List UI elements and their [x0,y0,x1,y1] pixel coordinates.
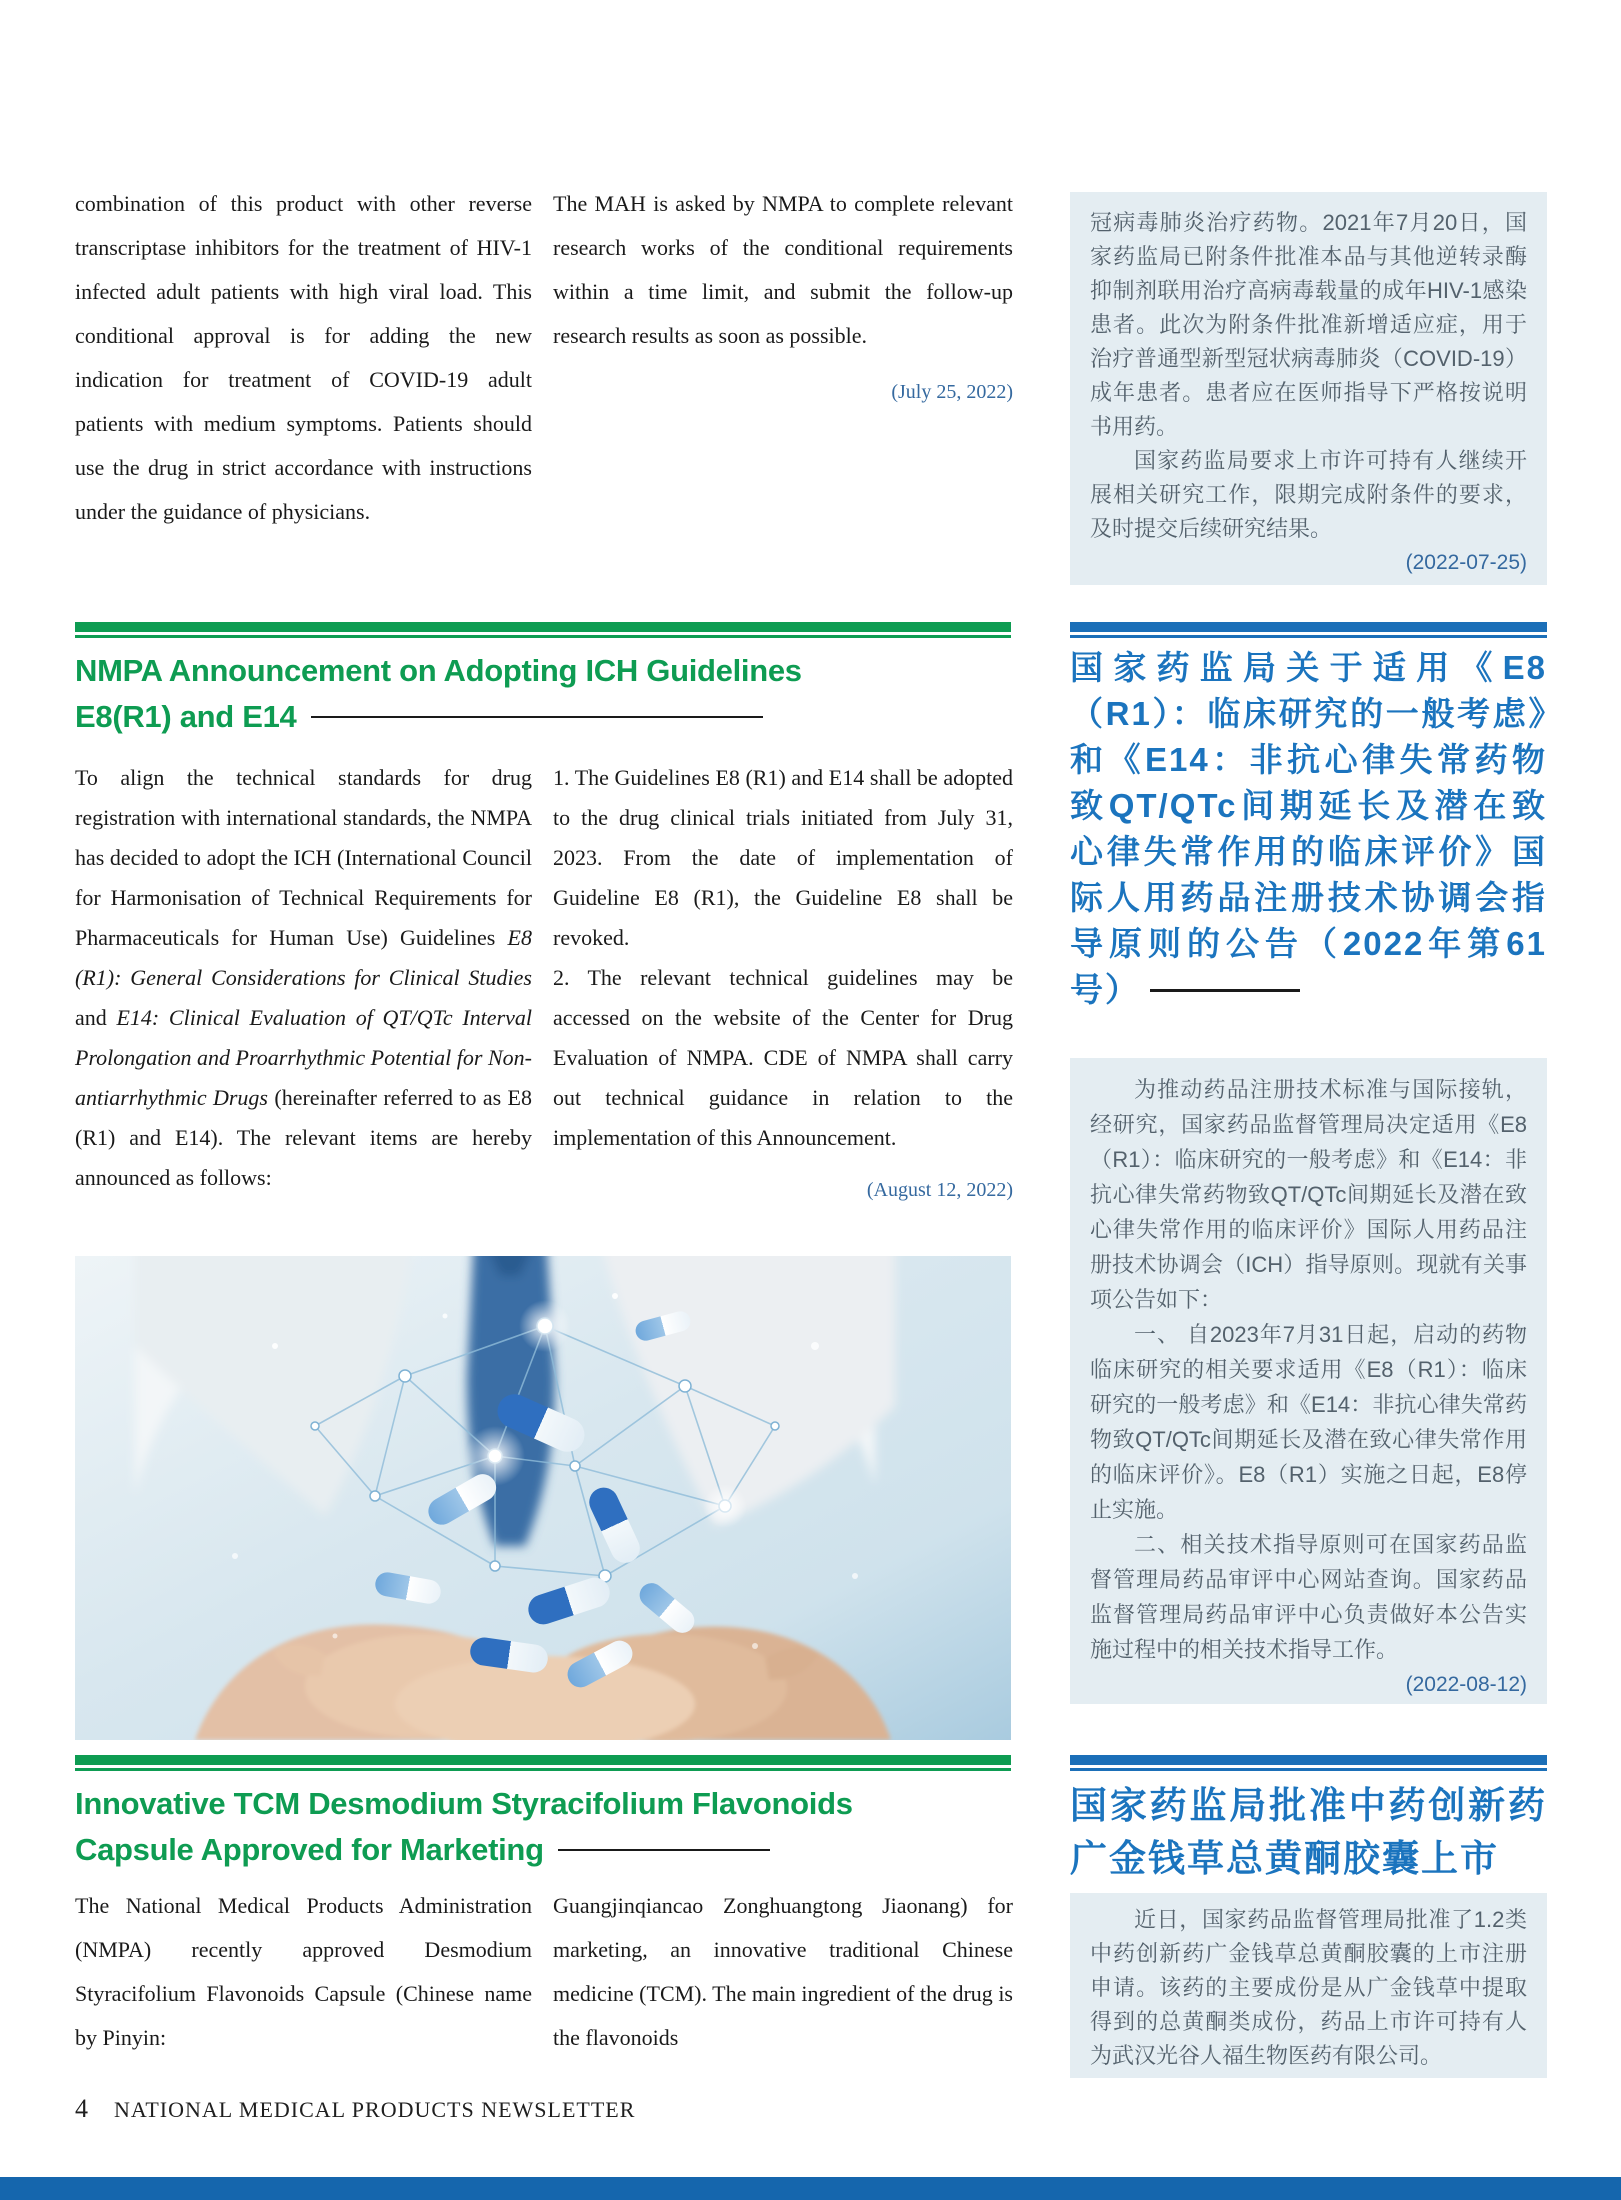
paragraph: Guangjinqiancao Zonghuangtong Jiaonang) for marketing, an innovative traditional Chinese medicine (TCM). The main ingredient of the drug is the flavonoids [553,1893,1013,2050]
footer-bar [0,2177,1621,2200]
tcm-chinese-box [1070,1893,1547,2078]
green-section-divider [75,622,1011,638]
cn-heading-text: 国家药监局关于适用《E8（R1）：临床研究的一般考虑》和《E14：非抗心律失常药物致QT/QTc间期延长及潜在致心律失常作用的临床评价》国际人用药品注册技术协调会指导原则的公告（2022年第61号） [1070,649,1547,1008]
ich-chinese-box [1070,1058,1547,1704]
article-date: (July 25, 2022) [891,381,1013,403]
tcm-chinese-heading [1070,1779,1547,1885]
ich-article-column-1 [75,758,532,1198]
top-article-column-2 [553,182,1013,414]
cn-date: (2022-07-25) [1405,551,1527,574]
tcm-section-heading [75,1781,1011,1873]
cn-paragraph: 一、 自2023年7月31日起，启动的药物临床研究的相关要求适用《E8（R1）：临床研究的一般考虑》和《E14：非抗心律失常药物致QT/QTc间期延长及潜在致心律失常作用的临床评价》。E8（R1）实施之日起，E8停止实施。 [1090,1322,1527,1522]
paragraph [75,758,532,1198]
tcm-article-column-1 [75,1884,532,2060]
heading-rule [1150,989,1300,992]
top-article-column-1 [75,182,532,534]
text-run: To align the technical standards for drug registration with international standards, the NMPA has decided to adopt the ICH (International Council for Harmonisation of Technical Requirements for Pharmaceuticals for Human Use) Guidelines [75,765,532,950]
text-run: (hereinafter referred to as E8 (R1) and E14). The relevant items are hereby announced as follows: [75,1085,532,1190]
heading-rule [311,716,763,718]
heading-line-2: Capsule Approved for Marketing [75,1832,544,1867]
tcm-article-column-2 [553,1884,1013,2060]
blue-section-divider [1070,1755,1547,1771]
cn-paragraph: 近日，国家药品监督管理局批准了1.2类中药创新药广金钱草总黄酮胶囊的上市注册申请。该药的主要成份是从广金钱草中提取得到的总黄酮类成份，药品上市许可持有人为武汉光谷人福生物医药有限公司。 [1090,1907,1527,2068]
cn-date: (2022-08-12) [1405,1673,1527,1696]
heading-line-1: NMPA Announcement on Adopting ICH Guidelines [75,653,802,688]
article-date: (August 12, 2022) [866,1179,1013,1201]
blue-section-divider [1070,622,1547,638]
italic-title-run: E8 (R1): General Considerations for Clinical Studies [75,925,532,990]
text-run: and [75,1005,117,1030]
photo-hands-holding-capsules [75,1256,1011,1740]
top-chinese-box [1070,192,1547,585]
ich-chinese-heading [1070,645,1547,1013]
heading-line-2: E8(R1) and E14 [75,699,297,734]
green-section-divider [75,1755,1011,1771]
page-number: 4 [75,2094,88,2123]
paragraph: combination of this product with other reverse transcriptase inhibitors for the treatment of HIV-1 infected adult patients with high viral load. This conditional approval is for adding the new indication for treatment of COVID-19 adult patients with medium symptoms. Patients should use the drug in strict accordance with instructions under the guidance of physicians. [75,191,532,524]
heading-line-1: Innovative TCM Desmodium Styracifolium Flavonoids [75,1786,853,1821]
page-footer [75,2094,1075,2124]
newsletter-title: NATIONAL MEDICAL PRODUCTS NEWSLETTER [114,2097,636,2122]
italic-title-run: E14: Clinical Evaluation of QT/QTc Interval Prolongation and Proarrhythmic Potential for Non-antiarrhythmic Drugs [75,1005,532,1110]
cn-paragraph: 为推动药品注册技术标准与国际接轨，经研究，国家药品监督管理局决定适用《E8（R1）：临床研究的一般考虑》和《E14：非抗心律失常药物致QT/QTc间期延长及潜在致心律失常作用的临床评价》国际人用药品注册技术协调会（ICH）指导原则。现就有关事项公告如下： [1090,1077,1527,1312]
cn-paragraph: 二、相关技术指导原则可在国家药品监督管理局药品审评中心网站查询。国家药品监督管理局药品审评中心负责做好本公告实施过程中的相关技术指导工作。 [1090,1532,1527,1662]
cn-paragraph: 国家药监局要求上市许可持有人继续开展相关研究工作，限期完成附条件的要求，及时提交后续研究结果。 [1090,448,1527,541]
heading-rule [558,1849,770,1851]
paragraph: 2. The relevant technical guidelines may be accessed on the website of the Center for Drug Evaluation of NMPA. CDE of NMPA shall carry out technical guidance in relation to the implementation of this Announcement. [553,965,1013,1150]
ich-article-column-2 [553,758,1013,1210]
cn-heading-text: 国家药监局批准中药创新药广金钱草总黄酮胶囊上市 [1070,1785,1547,1879]
paragraph: The MAH is asked by NMPA to complete relevant research works of the conditional requirements within a time limit, and submit the follow-up research results as soon as possible. [553,191,1013,348]
paragraph: 1. The Guidelines E8 (R1) and E14 shall be adopted to the drug clinical trials initiated from July 31, 2023. From the date of implementation of Guideline E8 (R1), the Guideline E8 shall be revoked. [553,765,1013,950]
ich-section-heading [75,648,1011,740]
cn-paragraph: 冠病毒肺炎治疗药物。2021年7月20日，国家药监局已附条件批准本品与其他逆转录酶抑制剂联用治疗高病毒载量的成年HIV-1感染患者。此次为附条件批准新增适应症，用于治疗普通型新型冠状病毒肺炎（COVID-19）成年患者。患者应在医师指导下严格按说明书用药。 [1090,210,1527,439]
paragraph: The National Medical Products Administration (NMPA) recently approved Desmodium Styracifolium Flavonoids Capsule (Chinese name by Pinyin: [75,1893,532,2050]
